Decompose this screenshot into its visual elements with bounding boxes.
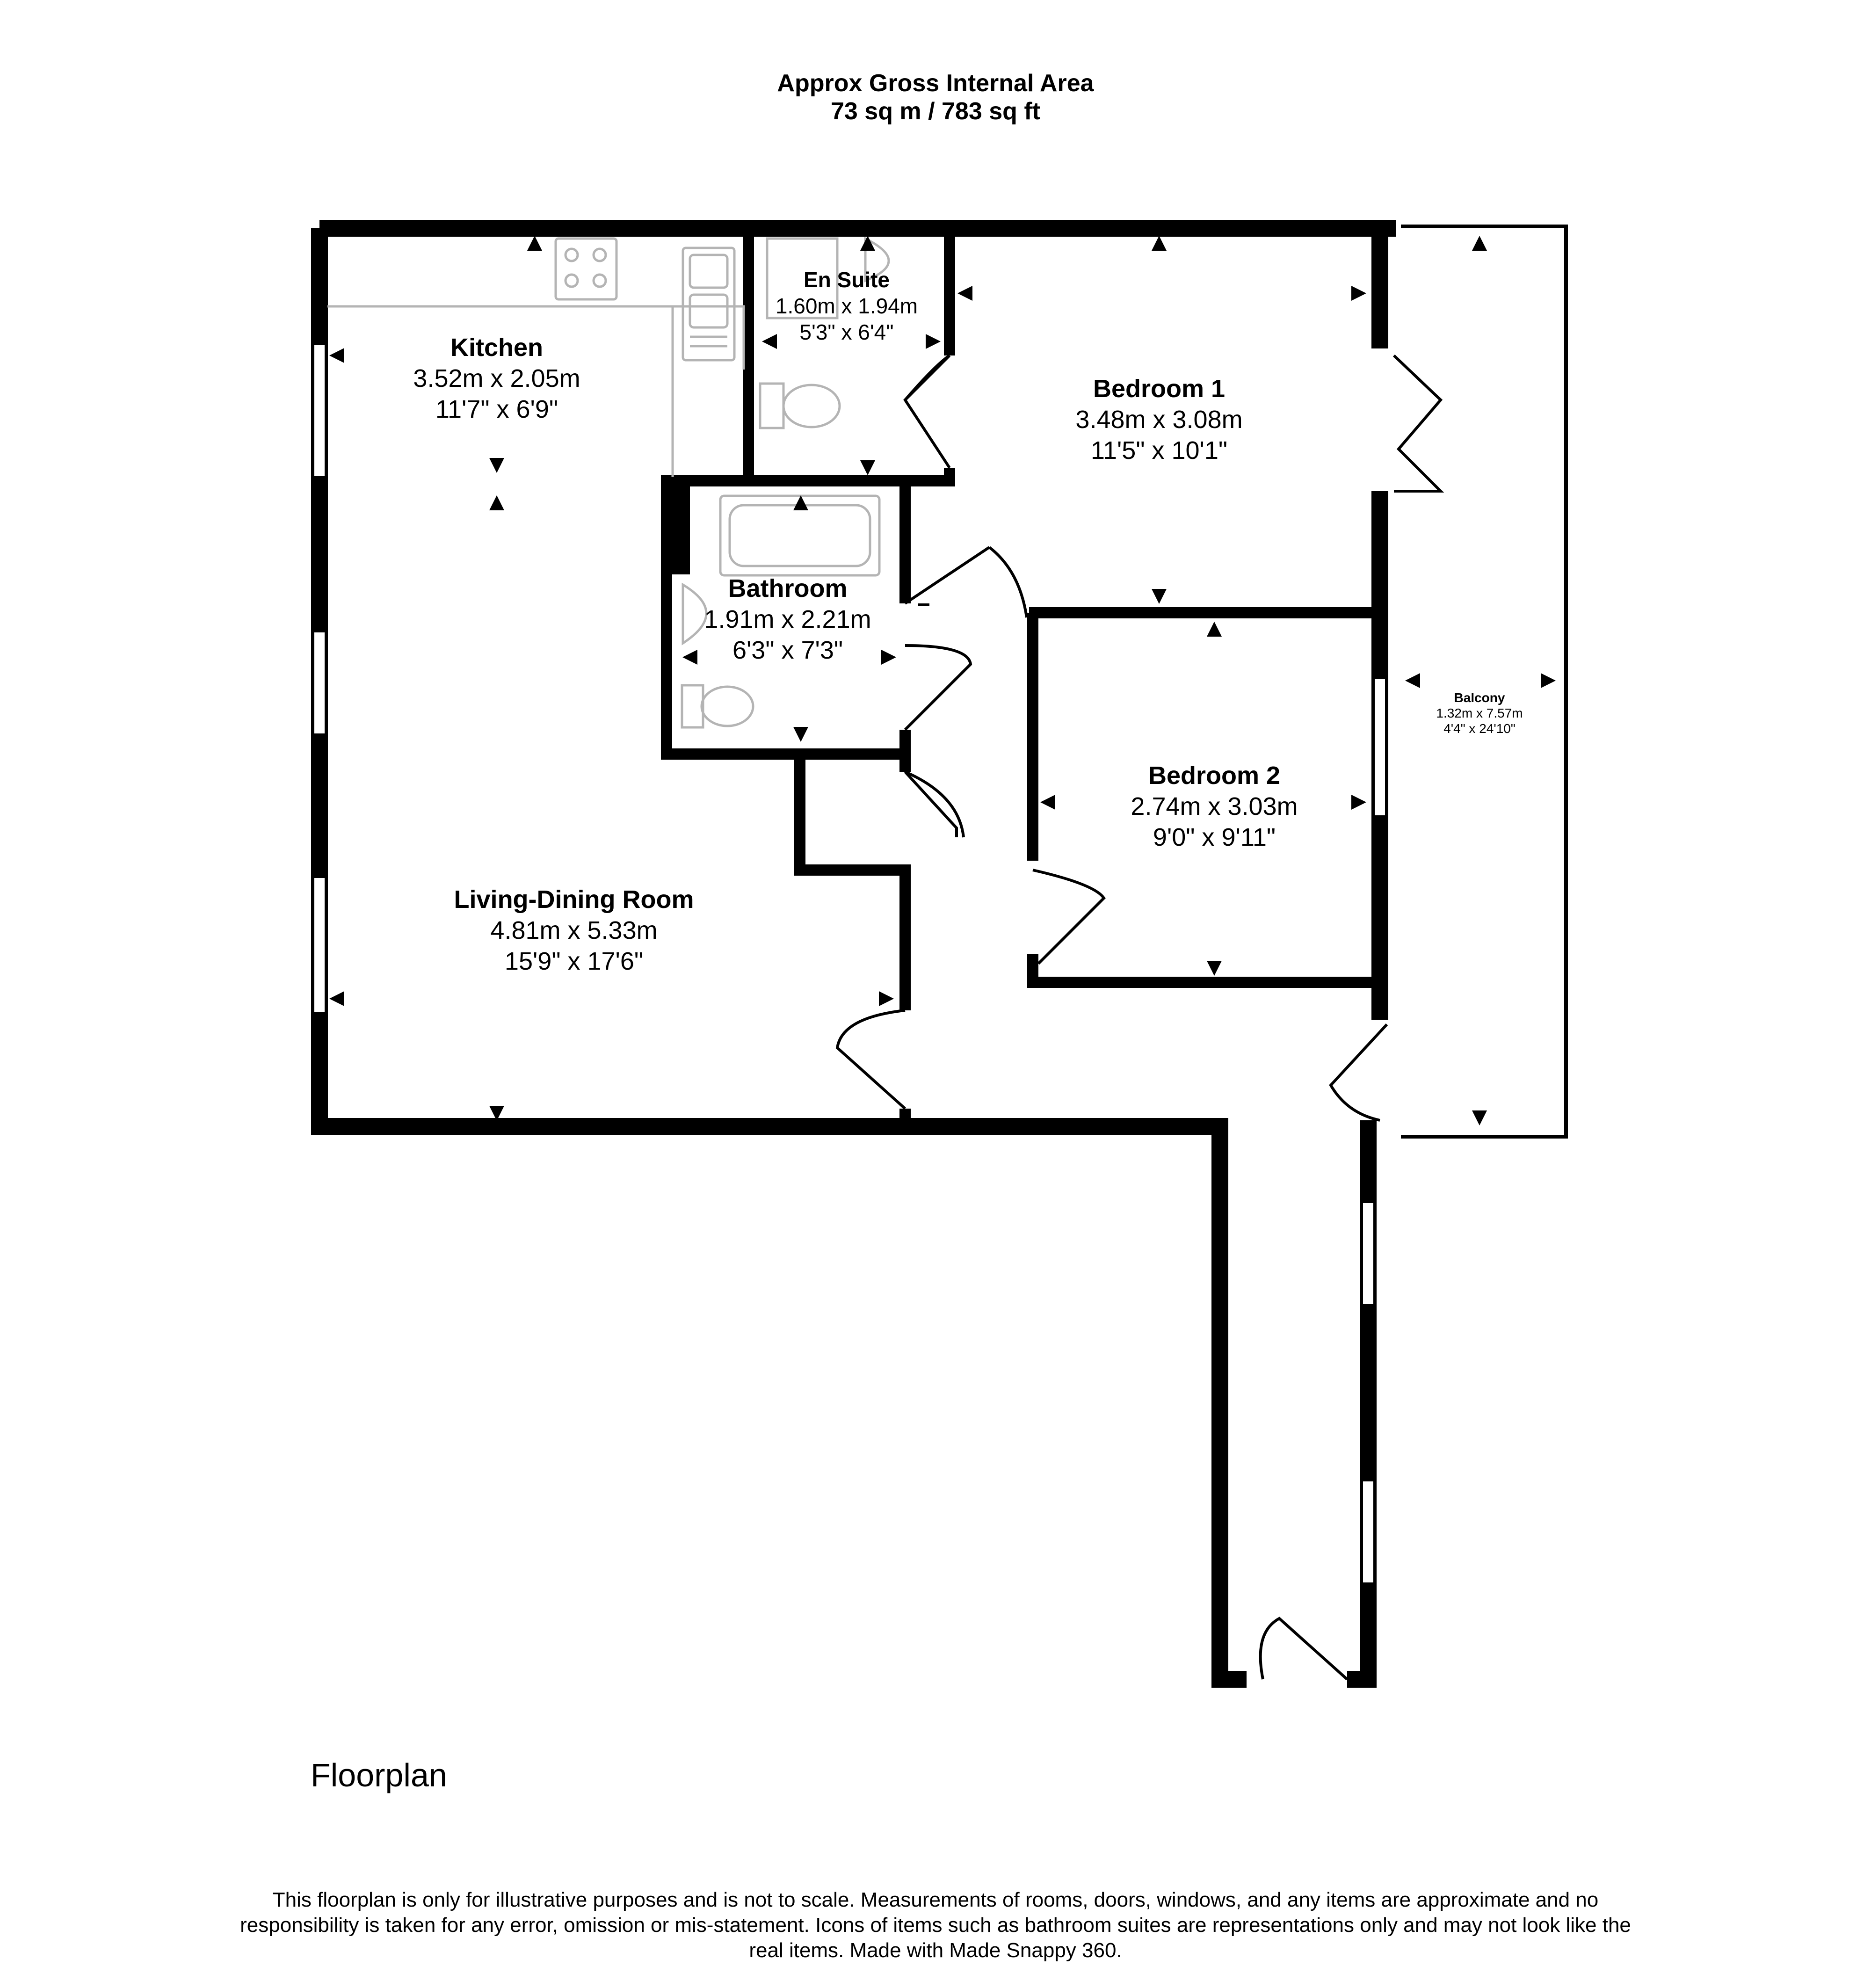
room-living-dining [454, 884, 694, 977]
bedroom-2-name: Bedroom 2 [1148, 762, 1281, 790]
dimension-arrow-marker [926, 334, 941, 349]
dimension-arrow-marker [1405, 673, 1420, 688]
en-suite-name: En Suite [803, 268, 890, 292]
dimension-arrow-marker [329, 991, 344, 1006]
dimension-arrow-marker [1472, 236, 1487, 251]
dimension-arrow-marker [762, 334, 777, 349]
interior-walls [667, 229, 1375, 1126]
balcony-metric: 1.32m x 7.57m [1436, 706, 1523, 720]
bathroom-thick-wall [667, 481, 690, 574]
balcony-imperial: 4'4" x 24'10" [1443, 721, 1516, 736]
bathroom-metric: 1.91m x 2.21m [704, 605, 871, 633]
dimension-arrow-marker [1152, 589, 1167, 604]
dimension-arrow-marker [1351, 286, 1366, 301]
bedroom-1-name: Bedroom 1 [1093, 375, 1226, 403]
room-balcony [1436, 690, 1523, 736]
dimension-arrow-marker [1472, 1110, 1487, 1125]
bathroom-imperial: 6'3" x 7'3" [732, 636, 843, 664]
dimension-arrow-marker [1207, 961, 1222, 976]
dimension-arrow-marker [860, 460, 875, 475]
dimension-arrow-marker [1541, 673, 1556, 688]
living-dining-name: Living-Dining Room [454, 885, 694, 914]
floorplan-caption: Floorplan [311, 1757, 447, 1793]
room-kitchen [413, 332, 580, 425]
area-value: 73 sq m / 783 sq ft [831, 98, 1040, 125]
living-dining-imperial: 15'9" x 17'6" [504, 947, 644, 975]
area-title: Approx Gross Internal Area [777, 70, 1094, 97]
dimension-arrow-marker [879, 991, 894, 1006]
dimension-arrow-marker [793, 727, 808, 742]
kitchen-imperial: 11'7" x 6'9" [435, 395, 558, 423]
en-suite-metric: 1.60m x 1.94m [775, 294, 918, 318]
door-swings [837, 356, 1441, 1679]
disclaimer-text: This floorplan is only for illustrative purposes and is not to scale. Measurements of rooms, doors, windows, and any items are approximate and no responsibility is taken for any error, omission or mis-statement. Icons of items such as bathroom suites are representations only and may not look like the real items. Made with Made Snappy 360. [240, 1888, 1631, 1962]
bedroom-1-imperial: 11'5" x 10'1" [1090, 436, 1228, 464]
dimension-arrow-marker [489, 458, 504, 473]
balcony-name: Balcony [1454, 690, 1505, 705]
room-bedroom-2 [1131, 760, 1298, 853]
dimension-arrow-marker [957, 286, 972, 301]
room-bedroom-1 [1075, 373, 1242, 466]
kitchen-metric: 3.52m x 2.05m [413, 364, 580, 392]
bedroom-2-metric: 2.74m x 3.03m [1131, 792, 1298, 820]
dimension-arrow-marker [329, 348, 344, 363]
dimension-arrow-marker [527, 236, 542, 251]
dimension-arrow-marker [1207, 622, 1222, 637]
dimension-arrow-marker [489, 495, 504, 510]
dimension-arrow-marker [881, 650, 896, 665]
dimension-arrow-marker [1152, 236, 1167, 251]
bedroom-1-metric: 3.48m x 3.08m [1075, 406, 1243, 434]
room-bathroom [704, 573, 871, 666]
dimension-arrow-marker [1040, 795, 1055, 810]
bathroom-name: Bathroom [728, 574, 848, 602]
living-dining-metric: 4.81m x 5.33m [490, 916, 658, 944]
bedroom-2-imperial: 9'0" x 9'11" [1153, 823, 1276, 851]
room-en-suite [776, 267, 918, 345]
kitchen-name: Kitchen [450, 334, 544, 362]
dimension-arrow-marker [1351, 795, 1366, 810]
dimension-arrow-marker [793, 495, 808, 510]
dimension-arrow-marker [682, 650, 697, 665]
en-suite-imperial: 5'3" x 6'4" [799, 320, 894, 344]
